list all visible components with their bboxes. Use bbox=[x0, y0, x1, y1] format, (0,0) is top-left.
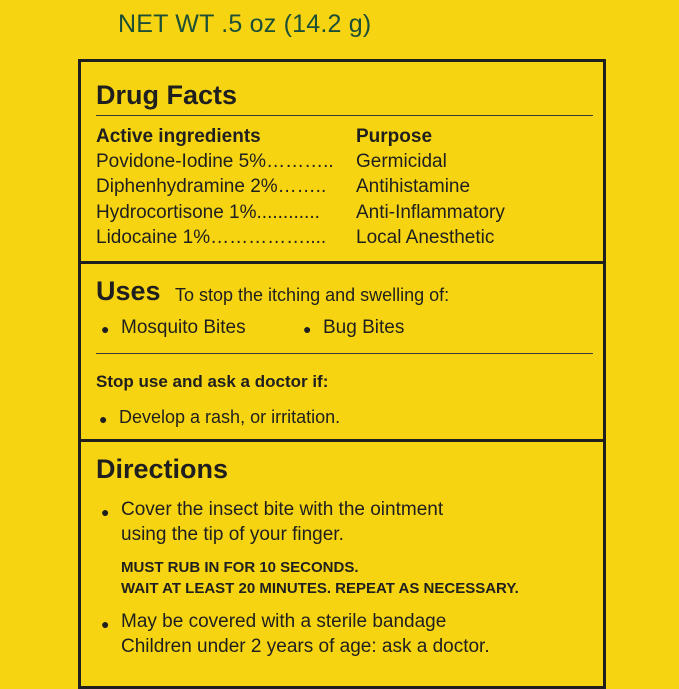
ingredient-purpose: Local Anesthetic bbox=[356, 227, 495, 248]
ingredient-row bbox=[96, 202, 320, 224]
ingredient-dots: ……….. bbox=[266, 151, 334, 172]
ingredient-name: Diphenhydramine 2% bbox=[96, 176, 278, 197]
ingredient-dots: …………….... bbox=[210, 227, 327, 248]
section-divider bbox=[81, 261, 603, 264]
active-ingredients-header: Active ingredients bbox=[96, 126, 261, 147]
directions-caps-line: WAIT AT LEAST 20 MINUTES. REPEAT AS NECESSARY. bbox=[121, 580, 519, 597]
drug-facts-panel bbox=[78, 59, 606, 689]
drug-facts-title: Drug Facts bbox=[96, 80, 238, 110]
directions-item-line: Children under 2 years of age: ask a doctor. bbox=[121, 636, 490, 657]
stop-use-heading: Stop use and ask a doctor if: bbox=[96, 372, 329, 391]
ingredient-dots: …….. bbox=[277, 176, 327, 197]
ingredient-purpose: Germicidal bbox=[356, 151, 447, 172]
purpose-header: Purpose bbox=[356, 126, 433, 147]
section-divider bbox=[81, 439, 603, 442]
bullet-icon: ● bbox=[99, 411, 108, 427]
ingredient-name: Povidone-Iodine 5% bbox=[96, 151, 267, 172]
bullet-icon: ● bbox=[101, 504, 110, 520]
uses-intro: To stop the itching and swelling of: bbox=[175, 285, 450, 305]
uses-item: Bug Bites bbox=[323, 317, 405, 338]
ingredient-purpose: Antihistamine bbox=[356, 176, 471, 197]
ingredient-row bbox=[96, 151, 334, 173]
uses-rule bbox=[96, 353, 593, 354]
ingredient-purpose: Anti-Inflammatory bbox=[356, 202, 505, 223]
stop-use-item: Develop a rash, or irritation. bbox=[119, 407, 341, 427]
bullet-icon: ● bbox=[101, 616, 110, 632]
ingredient-row bbox=[96, 176, 326, 198]
bullet-icon: ● bbox=[303, 321, 312, 337]
directions-item-line: using the tip of your finger. bbox=[121, 524, 344, 545]
ingredient-name: Hydrocortisone 1% bbox=[96, 202, 257, 223]
uses-item: Mosquito Bites bbox=[121, 317, 246, 338]
directions-caps-line: MUST RUB IN FOR 10 SECONDS. bbox=[121, 559, 359, 576]
ingredient-row bbox=[96, 227, 326, 249]
ingredient-dots: ............ bbox=[256, 202, 320, 223]
ingredient-name: Lidocaine 1% bbox=[96, 227, 211, 248]
directions-item-line: Cover the insect bite with the ointment bbox=[121, 499, 444, 520]
net-weight: NET WT .5 oz (14.2 g) bbox=[118, 10, 372, 38]
directions-title: Directions bbox=[96, 454, 229, 484]
bullet-icon: ● bbox=[101, 321, 110, 337]
title-rule bbox=[96, 115, 593, 116]
uses-title: Uses bbox=[96, 276, 161, 306]
directions-item-line: May be covered with a sterile bandage bbox=[121, 611, 447, 632]
